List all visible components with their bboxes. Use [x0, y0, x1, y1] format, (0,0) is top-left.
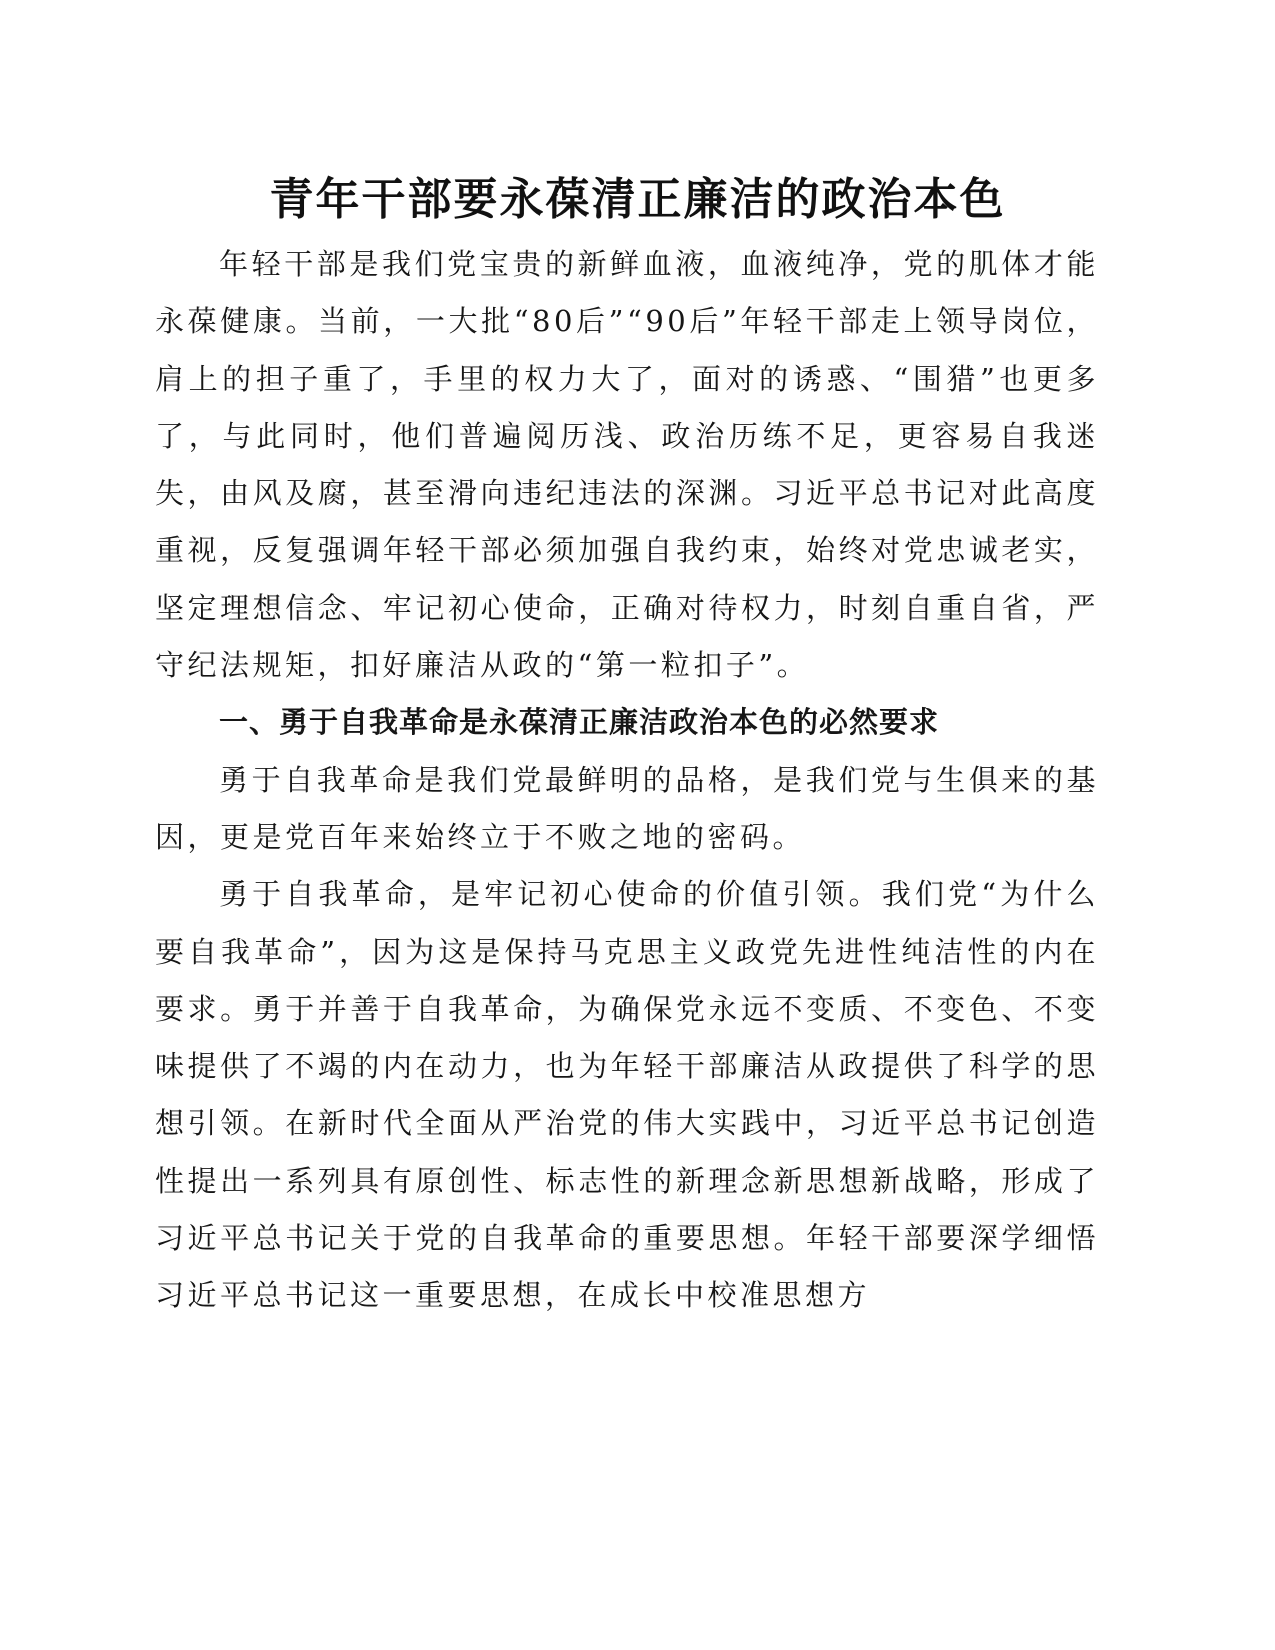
intro-paragraph: 年轻干部是我们党宝贵的新鲜血液，血液纯净，党的肌体才能永葆健康。当前，一大批“80后”“90后”年轻干部走上领导岗位，肩上的担子重了，手里的权力大了，面对的诱惑、“围猎”也更多了，与此同时，他们普遍阅历浅、政治历练不足，更容易自我迷失，由风及腐，甚至滑向违纪违法的深渊。习近平总书记对此高度重视，反复强调年轻干部必须加强自我约束，始终对党忠诚老实，坚定理想信念、牢记初心使命，正确对待权力，时刻自重自省，严守纪法规矩，扣好廉洁从政的“第一粒扣子”。 — [155, 247, 1099, 683]
document-title: 青年干部要永葆清正廉洁的政治本色 — [269, 174, 1006, 225]
section-heading: 一、勇于自我革命是永葆清正廉洁政治本色的必然要求 — [219, 705, 940, 740]
body-paragraph: 勇于自我革命是我们党最鲜明的品格，是我们党与生俱来的基因，更是党百年来始终立于不败之地的密码。 — [155, 762, 1099, 854]
document-body — [155, 236, 1099, 1325]
body-paragraph: 勇于自我革命，是牢记初心使命的价值引领。我们党“为什么要自我革命”，因为这是保持马克思主义政党先进性纯洁性的内在要求。勇于并善于自我革命，为确保党永远不变质、不变色、不变味提供了不竭的内在动力，也为年轻干部廉洁从政提供了科学的思想引领。在新时代全面从严治党的伟大实践中，习近平总书记创造性提出一系列具有原创性、标志性的新理念新思想新战略，形成了习近平总书记关于党的自我革命的重要思想。年轻干部要深学细悟习近平总书记这一重要思想，在成长中校准思想方 — [155, 877, 1099, 1313]
